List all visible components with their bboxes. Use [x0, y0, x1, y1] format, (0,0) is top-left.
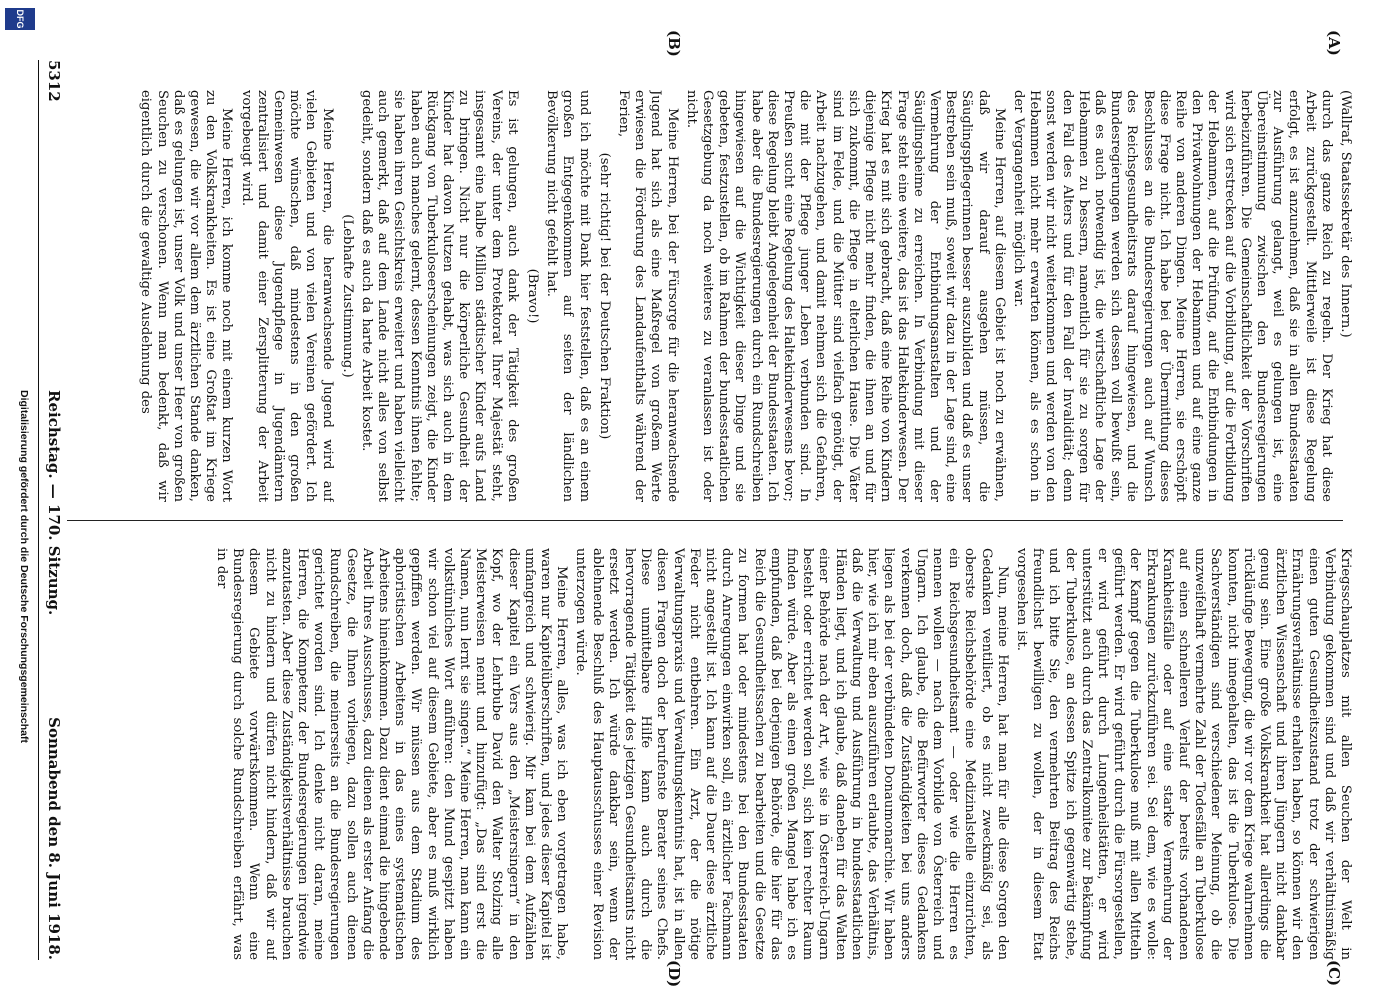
margin-letter-b: (B)	[665, 30, 683, 57]
paragraph: Meine Herren, alles, was ich eben vorgetragen habe, waren nur Kapitelüberschriften, und jedes dieser Kapitel ist umfangreich und schwierig. Mir kam bei dem Aufzählen dieser Kapitel ein Vers aus den „Meistersingern“ in den Kopf, wo der Lehrbube David den Walter Stolzing alle Meisterweisen nennt und hinzufügt: „Das sind erst die Namen, nun lernt sie singen.“ Meine Herren, man kann ein volkstümliches Wort anführen: den Mund gespitzt haben wir schon viel auf diesem Gebiete, aber es muß wirklich gepfiffen werden. Wir müssen aus dem Stadium des aphoristischen Arbeitens in das eines systematischen Arbeitens hineinkommen. Dazu dient einmal die hingebende Arbeit Ihres Ausschusses, dazu dienen als erster Anfang die Gesetze, die Ihnen vorliegen, dazu sollen auch dienen Rundschreiben, die meinerseits an die Bundesregierungen gerichtet worden sind. Ich denke nicht daran, meine Herren, die Kompetenz der Bundesregierungen irgendwie anzutasten. Aber diese Zuständigkeitsverhältnisse brauchen nicht zu hindern und dürfen nicht hindern, daß wir auf diesem Gebiete vorwärtskommen. Wenn eine Bundesregierung durch solche Rundschreiben erfährt, was in der	[213, 548, 570, 960]
margin-letter-a: (A)	[1325, 30, 1343, 56]
paragraph: Es ist gelungen, auch dank der Tätigkeit des großen Vereins, der unter dem Protektorat Ihrer Majestät steht, insgesamt eine halbe Million städtischer Kinder aufs Land zu bringen. Nicht nur die körperliche Gesundheit der Kinder hat davon Nutzen gehabt, was sich auch in dem Rückgang von Tuberkuloseerscheinungen zeigt, die Kinder haben auch manches gelernt, dessen Kenntnis ihnen fehlte; sie haben ihren Gesichtskreis erweitert und haben vielleicht auch gemerkt, daß auf dem Lande nicht alles von selbst gedeiht, sondern daß es auch da harte Arbeit kostet.	[359, 90, 520, 502]
session-date: Sonnabend den 8. Juni 1918.	[45, 717, 63, 960]
column-divider	[67, 520, 1343, 521]
session-title: Reichstag. — 170. Sitzung.	[45, 390, 63, 616]
digitization-credit: Digitalisierung gefördert durch die Deutsche Forschungsgemeinschaft	[18, 390, 30, 743]
margin-letter-c: (C)	[1325, 960, 1343, 987]
paragraph: Meine Herren, ich komme noch mit einem kurzen Wort zu den Volkskrankheiten. Es ist eine Großtat im Kriege gewesen, die wir vor allem dem ärztlichen Stande danken, daß es gelungen ist, unser Volk und unser Heer von großen Seuchen zu verschonen. Wenn man bedenkt, daß wir eigentlich durch die gewaltige Ausdehnung des	[138, 90, 235, 502]
paragraph: und ich möchte mit Dank hier feststellen, daß es an einem großen Entgegenkommen auf seiten der ländlichen Bevölkerung nicht gefehlt hat.	[544, 90, 592, 502]
paragraph: Meine Herren, auf diesem Gebiet ist noch zu erwähnen, daß wir darauf ausgehen müssen, die Säuglingspflegerinnen besser auszubilden und daß es unser Bestreben sein muß, soweit wir dazu in der Lage sind, eine Vermehrung der Entbindungsanstalten und der Säuglingsheime zu erreichen. In Verbindung mit dieser Frage steht eine weitere, das ist das Haltekinderwesen. Der Krieg hat es mit sich gebracht, daß eine Reihe von Kindern diejenige Pflege nicht mehr finden, die ihnen an und für sich zukommt, die Pflege in elterlichen Hause. Die Väter sind im Felde, und die Mütter sind vielfach genötigt, der Arbeit nachzugehen, und damit nehmen sich die Gefahren, die mit der Pflege junger Leben verbunden sind. In Preußen sucht eine Regelung des Haltekinderwesens bevor; diese Regelung bleibt Angelegenheit der Bundesstaaten. Ich habe aber die Bundesregierungen durch ein Rundschreiben hingewiesen auf die Wichtigkeit dieser Dinge und sie gebeten, festzustellen, ob im Rahmen der bundesstaatlichen Gesetzgebung da noch weiteres zu veranlassen ist oder nicht.	[683, 90, 1007, 502]
page-header	[38, 60, 65, 960]
right-text-column	[63, 548, 1353, 960]
left-text-column	[63, 90, 1353, 502]
paragraph: Meine Herren, die heranwachsende Jugend wird auf vielen Gebieten und von vielen Vereinen gefördert. Ich möchte wünschen, daß mindestens in den großen Gemeinwesen diese Jugendpflege in Jugendämtern zentralisiert und damit einer Zersplitterung der Arbeit vorgebeugt wird.	[238, 90, 335, 502]
page-number: 5312	[45, 60, 63, 102]
paragraph: (Wallraf, Staatssekretär des Innern.)	[1338, 90, 1353, 338]
paragraph: durch das ganze Reich zu regeln. Der Krieg hat diese Arbeit zurückgestellt. Mittlerweile ist diese Regelung erfolgt, es ist anzunehmen, daß sie in allen Bundesstaaten zur Ausführung gelangt, weil es gelungen ist, eine Übereinstimmung zwischen den Bundesregierungen herbeizuführen. Die Gemeinschaftlichkeit der Vorschriften wird sich erstrecken auf die Vorbildung, auf die Fortbildung der Hebammen, auf die Prüfung, auf die Entbindungen in den Privatwohnungen der Hebammen und auf eine ganze Reihe von anderen Dingen. Meine Herren, sie erschöpft diese Frage nicht. Ich habe bei der Übermittlung dieses Beschlusses an die Bundesregierungen auch auf Wunsch des Reichsgesundheitsrats darauf hingewiesen, und die Bundesregierungen werden sich dessen voll bewußt sein, daß es auch notwendig ist, die wirtschaftliche Lage der Hebammen zu bessern, namentlich für sie zu sorgen für den Fall des Alters und für den Fall der Invalidität; denn sonst werden wir nicht weiterkommen und werden von den Hebammen nicht mehr erwarten können, als es schon in der Vergangenheit möglich war.	[1010, 90, 1334, 502]
interjection: (Lebhafte Zustimmung.)	[339, 214, 355, 378]
dfg-logo: DFG	[5, 8, 35, 30]
digitization-band	[0, 0, 38, 1000]
paragraph: Nun, meine Herren, hat man für alle diese Sorgen den Gedanken ventiliert, ob es nicht zweckmäßig sei, als oberste Reichsbehörde eine Medizinalstelle einzurichten, ein Reichsgesundheitsamt — oder wie die Herren es nennen wollen — nach dem Vorbilde von Österreich und Ungarn. Ich glaube, die Befürworter dieses Gedankens verkennen doch, daß die Zuständigkeiten bei uns anders liegen als bei der verbündeten Donaumonarchie. Wir haben hier, wie ich mir eben auszuführen erlaubte, das Verhältnis, daß die Verwaltung und Ausführung in bundesstaatlichen Händen liegt, und ich glaube, daß daneben für das Walten einer Behörde nach der Art, wie sie in Österreich-Ungarn besteht oder errichtet werden soll, sich kein rechter Raum finden würde. Aber als einen großen Mangel habe ich es empfunden, daß bei derjenigen Behörde, die hier für das Reich die Gesundheitssachen zu bearbeiten und die Gesetze zu formen hat oder mindestens bei den Bundesstaaten durch Anregungen einwirken soll, ein ärztlicher Fachmann nicht angestellt ist. Ich kann auf die Dauer diese ärztliche Feder nicht entbehren. Ein Arzt, der die nötige Verwaltungspraxis und Verwaltungskenntnis hat, ist in allen diesen Fragen doch der berufenste Berater seines Chefs. Diese unmittelbare Hilfe kann auch durch die hervorragende Tätigkeit des jetzigen Gesundheitsamts nicht ersetzt werden. Ich würde dankbar sein, wenn der ablehnende Beschluß des Hauptausschusses einer Revision unterzogen würde.	[573, 548, 1010, 960]
paragraph: Kriegsschauplatzes mit allen Seuchen der Welt in Verbindung gekommen sind und daß wir verhältnismäßig einen guten Gesundheitszustand trotz der schwierigen Ernährungsverhältnisse erhalten haben, so können wir den ärztlichen Wissenschaft und ihren Jüngern nicht dankbar genug sein. Eine große Volkskrankheit hat allerdings die rückläufige Bewegung, die wir vor dem Kriege wahrnehmen konnten, nicht innegehalten, das ist die Tuberkulose. Die Sachverständigen sind verschiedener Meinung, ob die unzweifelhaft vermehrte Zahl der Todesfälle an Tuberkulose auf einen schnelleren Verlauf der bereits vorhandenen Krankheitsfälle oder auf eine starke Vermehrung der Erkrankungen zurückzuführen sei. Sei dem, wie es wolle: der Kampf gegen die Tuberkulose muß mit allen Mitteln geführt werden. Er wird geführt durch die Fürsorgestellen, er wird geführt durch Lungenheilstätten, er wird unterstützt auch durch das Zentralkomitee zur Bekämpfung der Tuberkulose, an dessen Spitze ich gegenwärtig stehe, und ich bitte Sie, den vermehrten Beitrag des Reichs freundlichst bewilligen zu wollen, der in diesem Etat vorgesehen ist.	[1013, 548, 1353, 960]
paragraph: Meine Herren, bei der Fürsorge für die heranwachsende Jugend hat sich als eine Maßregel von großem Werte erwiesen die Förderung des Landaufenthalts während der Ferien,	[616, 90, 680, 502]
interjection: (sehr richtig! bei der Deutschen Fraktion)	[596, 152, 612, 440]
margin-letter-d: (D)	[665, 960, 683, 988]
interjection: (Bravo!)	[525, 268, 541, 324]
